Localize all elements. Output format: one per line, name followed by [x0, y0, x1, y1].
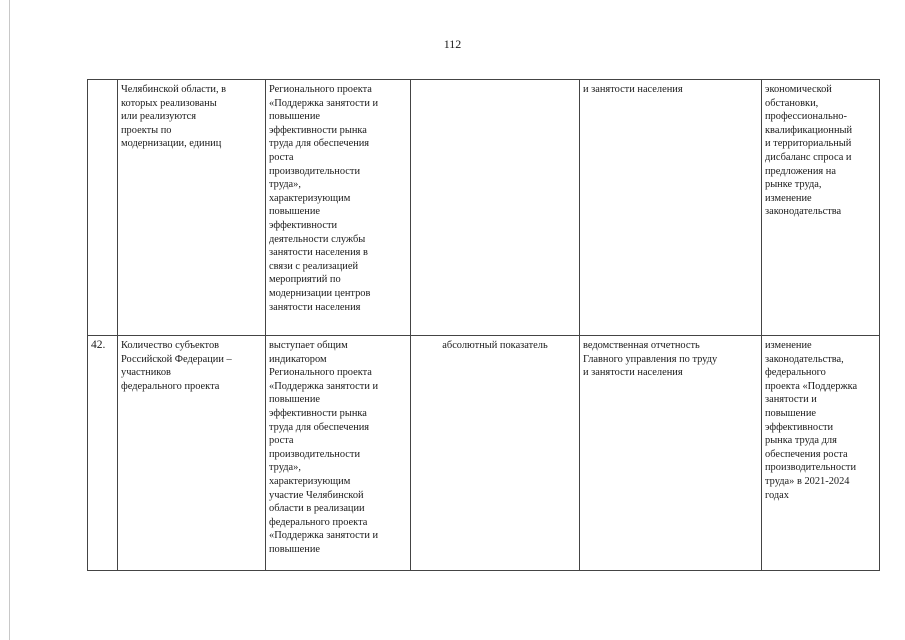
indicator-type-cell [411, 80, 580, 336]
row-number-cell: 42. [88, 336, 118, 571]
table-row [88, 80, 880, 336]
influence-factors-cell: экономической обстановки, профессионально- квалификационный и территориальный дисбаланс спроса и предложения на рынке труда, изменение законодательства [762, 80, 880, 336]
data-source-cell: ведомственная отчетность Главного управления по труду и занятости населения [580, 336, 762, 571]
page-edge-line [9, 0, 10, 640]
data-source-cell: и занятости населения [580, 80, 762, 336]
row-number-cell [88, 80, 118, 336]
indicator-name-cell: Количество субъектов Российской Федерации – участников федерального проекта [118, 336, 266, 571]
indicator-name-cell: Челябинской области, в которых реализованы или реализуются проекты по модернизации, единиц [118, 80, 266, 336]
indicators-table [87, 79, 880, 571]
indicator-type-cell: абсолютный показатель [411, 336, 580, 571]
indicator-definition-cell: выступает общим индикатором Регионального проекта «Поддержка занятости и повышение эффективности рынка труда для обеспечения роста производительности труда», характеризующим участие Челябинской области в реализации федерального проекта «Поддержка занятости и повышение [266, 336, 411, 571]
influence-factors-cell: изменение законодательства, федерального проекта «Поддержка занятости и повышение эффективности рынка труда для обеспечения роста производительности труда» в 2021-2024 годах [762, 336, 880, 571]
page-number: 112 [443, 37, 462, 51]
indicator-definition-cell: Регионального проекта «Поддержка занятости и повышение эффективности рынка труда для обеспечения роста производительности труда», характеризующим повышение эффективности деятельности службы занятости населения в связи с реализацией мероприятий по модернизации центров занятости населения [266, 80, 411, 336]
table-row [88, 336, 880, 571]
